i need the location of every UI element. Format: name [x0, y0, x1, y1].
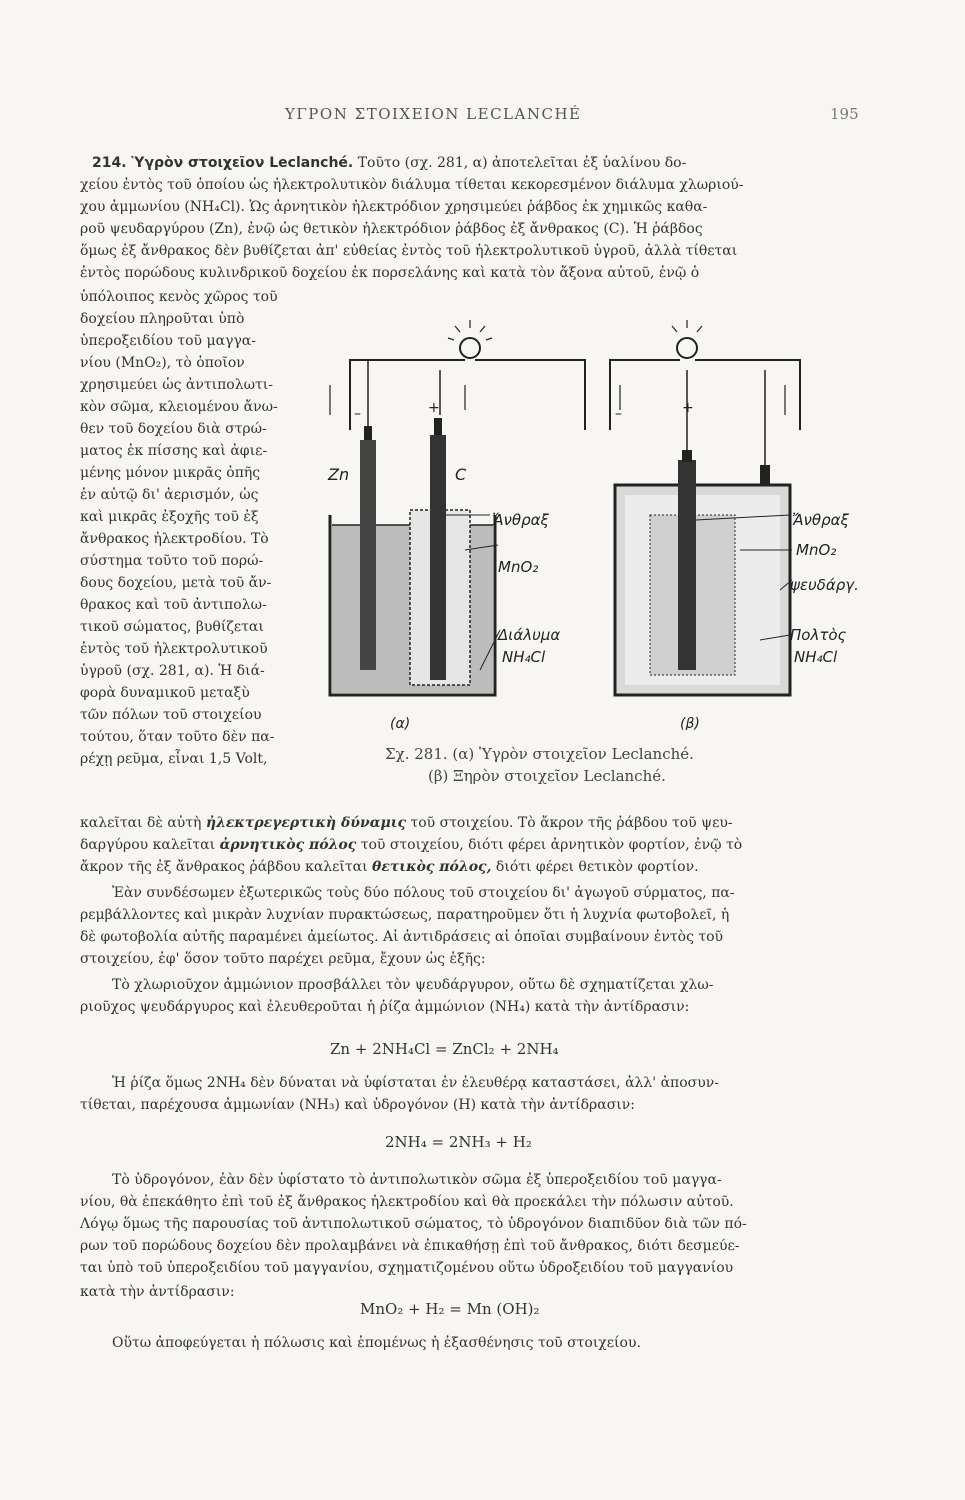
label-c: C [455, 465, 467, 484]
term-emf: ἠλεκτρεγερτικὴ δύναμις [205, 815, 407, 831]
body-line: Οὕτω ἀποφεύγεται ἡ πόλωσις καὶ ἑπομένως ἡ ἐξασθένησις τοῦ στοιχείου. [112, 1335, 641, 1351]
section-first-line [92, 155, 686, 171]
figure-caption-2: (β) Ξηρὸν στοιχεῖον Leclanché. [428, 767, 666, 785]
figure-281 [320, 300, 890, 730]
body-line: τῶν πόλων τοῦ στοιχείου [80, 707, 262, 723]
label-nh4cl-b: NH₄Cl [794, 648, 838, 666]
body-line: δὲ φωτοβολία αὐτῆς παραμένει ἀμείωτος. Αἱ ἀντιδράσεις αἱ ὁποῖαι συμβαίνουν ἐντὸς τοῦ [80, 929, 724, 945]
label-anthrax-b: Ἄνθραξ [792, 511, 849, 529]
body-line: σύστημα τοῦτο τοῦ πορώ- [80, 553, 264, 569]
section-heading: 214. Ὑγρὸν στοιχεῖον Leclanché. [92, 155, 354, 171]
body-line: ροῦ ψευδαργύρου (Zn), ἐνῷ ὡς θετικὸν ἠλεκτρόδιον ῥάβδος ἐξ ἄνθρακος (C). Ἡ ῥάβδος [80, 221, 703, 237]
body-line: χου ἀμμωνίου (NH₄Cl). Ὡς ἀρνητικὸν ἠλεκτρόδιον χρησιμεύει ῥάβδος ἐκ χημικῶς καθα- [80, 199, 708, 215]
body-line: φορὰ δυναμικοῦ μεταξὺ [80, 685, 250, 701]
label-tag-a: (α) [390, 716, 411, 730]
body-line: κατὰ τὴν ἀντίδρασιν: [80, 1284, 235, 1300]
body-line: Τὸ χλωριοῦχον ἀμμώνιον προσβάλλει τὸν ψευδάργυρον, οὕτω δὲ σχηματίζεται χλω- [112, 977, 714, 993]
body-line: καλεῖται δὲ αὐτὴ ἠλεκτρεγερτικὴ δύναμις τοῦ στοιχείου. Τὸ ἄκρον τῆς ῥάβδου τοῦ ψευ- [80, 815, 733, 831]
term-negative-pole: ἀρνητικὸς πόλος [219, 837, 357, 853]
equation-2: 2NH₄ = 2NH₃ + H₂ [385, 1133, 532, 1151]
label-poltos: Πολτὸς [790, 626, 847, 644]
body-line: ὑπόλοιπος κενὸς χῶρος τοῦ [80, 289, 278, 305]
body-line: τούτου, ὅταν τοῦτο δὲν πα- [80, 729, 275, 745]
label-anthrax-a: Ἄνθραξ [492, 511, 549, 529]
page-number: 195 [830, 105, 859, 123]
running-title: ΥΓΡΟΝ ΣΤΟΙΧΕΙΟΝ LECLANCHÉ [285, 105, 582, 123]
body-line: Λόγῳ ὅμως τῆς παρουσίας τοῦ ἀντιπολωτικοῦ σώματος, τὸ ὑδρογόνον διαπιδῦον διὰ τῶν πό- [80, 1216, 747, 1232]
body-line: στοιχείου, ἐφ' ὅσον τοῦτο παρέχει ρεῦμα, ἔχουν ὡς ἑξῆς: [80, 951, 486, 967]
body-line: Ἐὰν συνδέσωμεν ἐξωτερικῶς τοὺς δύο πόλους τοῦ στοιχείου δι' ἀγωγοῦ σύρματος, πα- [112, 885, 735, 901]
body-line: Τοῦτο (σχ. 281, α) ἀποτελεῖται ἐξ ὑαλίνου δο- [357, 155, 687, 171]
equation-3: MnO₂ + H₂ = Mn (OH)₂ [360, 1300, 540, 1318]
body-line: ρων τοῦ πορώδους δοχείου δὲν προλαμβάνει νὰ ἐπικαθήσῃ ἐπὶ τοῦ ἄνθρακος, διότι δεσμεύε- [80, 1238, 740, 1254]
body-line: ὑγροῦ (σχ. 281, α). Ἡ διά- [80, 663, 265, 679]
body-line: ἐντὸς πορώδους κυλινδρικοῦ δοχείου ἐκ πορσελάνης καὶ κατὰ τὸν ἄξονα αὐτοῦ, ἐνῷ ὁ [80, 265, 700, 281]
label-mno2-a: MnO₂ [498, 558, 539, 576]
body-line: τικοῦ σώματος, βυθίζεται [80, 619, 264, 635]
body-line: κὸν σῶμα, κλειομένου ἄνω- [80, 399, 278, 415]
label-dialyma: Διάλυμα [498, 626, 561, 644]
body-line: ὅμως ἐξ ἄνθρακος δὲν βυθίζεται ἀπ' εὐθείας ἐντὸς τοῦ ἠλεκτρολυτικοῦ ὑγροῦ, ἀλλὰ τίθεται [80, 243, 738, 259]
body-line: χείου ἐντὸς τοῦ ὁποίου ὡς ἠλεκτρολυτικὸν διάλυμα τίθεται κεκορεσμένον διάλυμα χλωριού- [80, 177, 744, 193]
term-positive-pole: θετικὸς πόλος, [372, 859, 492, 875]
label-zn: Zn [328, 465, 350, 484]
body-line: νίου, θὰ ἐπεκάθητο ἐπὶ τοῦ ἐξ ἄνθρακος ἠλεκτροδίου καὶ θὰ προεκάλει τὴν πόλωσιν αὐτοῦ. [80, 1194, 734, 1210]
body-line: ἄνθρακος ἠλεκτροδίου. Τὸ [80, 531, 269, 547]
label-minus-b: – [615, 406, 622, 422]
body-line: ρεμβάλλοντες καὶ μικρὰν λυχνίαν πυρακτώσεως, παρατηροῦμεν ὅτι ἡ λυχνία φωτοβολεῖ, ἡ [80, 907, 730, 923]
equation-1: Zn + 2NH₄Cl = ZnCl₂ + 2NH₄ [330, 1040, 559, 1058]
label-tag-b: (β) [680, 716, 700, 730]
body-line: ἄκρον τῆς ἐξ ἄνθρακος ῥάβδου καλεῖται θετικὸς πόλος, διότι φέρει θετικὸν φορτίον. [80, 859, 699, 875]
body-line: τίθεται, παρέχουσα ἀμμωνίαν (NH₃) καὶ ὑδρογόνον (H) κατὰ τὴν ἀντίδρασιν: [80, 1097, 636, 1113]
label-plus-a: + [428, 400, 440, 416]
body-line: δοχείου πληροῦται ὑπὸ [80, 311, 245, 327]
body-line: μένης μόνον μικρᾶς ὀπῆς [80, 465, 261, 481]
label-pseudarg: ψευδάργ. [790, 576, 859, 594]
body-line: ριοῦχος ψευδάργυρος καὶ ἐλευθεροῦται ἡ ῥίζα ἀμμώνιον (NH₄) κατὰ τὴν ἀντίδρασιν: [80, 999, 690, 1015]
label-plus-b: + [682, 400, 694, 416]
figure-caption-1: Σχ. 281. (α) Ὑγρὸν στοιχεῖον Leclanché. [385, 745, 694, 763]
body-line: Τὸ ὑδρογόνον, ἐὰν δὲν ὑφίστατο τὸ ἀντιπολωτικὸν σῶμα ἐξ ὑπεροξειδίου τοῦ μαγγα- [112, 1172, 722, 1188]
body-line: ματος ἐκ πίσσης καὶ ἀφιε- [80, 443, 268, 459]
label-nh4cl-a: NH₄Cl [502, 648, 546, 666]
body-line: δους δοχείου, μετὰ τοῦ ἄν- [80, 575, 272, 591]
body-line: Ἡ ῥίζα ὅμως 2NH₄ δὲν δύναται νὰ ὑφίσταται ἐν ἐλευθέρᾳ καταστάσει, ἀλλ' ἀποσυν- [112, 1075, 719, 1091]
body-line: καὶ μικρᾶς ἐξοχῆς τοῦ ἐξ [80, 509, 259, 525]
body-line: δαργύρου καλεῖται ἀρνητικὸς πόλος τοῦ στοιχείου, διότι φέρει ἀρνητικὸν φορτίον, ἐνῷ τὸ [80, 837, 743, 853]
body-line: ἐν αὐτῷ δι' ἀερισμόν, ὡς [80, 487, 259, 503]
body-line: νίου (MnO₂), τὸ ὁποῖον [80, 355, 245, 371]
label-mno2-b: MnO₂ [796, 541, 837, 559]
body-line: ται ὑπὸ τοῦ ὑπεροξειδίου τοῦ μαγγανίου, σχηματιζομένου οὕτω ὑδροξειδίου τοῦ μαγγανίου [80, 1260, 734, 1276]
body-line: χρησιμεύει ὡς ἀντιπολωτι- [80, 377, 273, 393]
body-line: ὑπεροξειδίου τοῦ μαγγα- [80, 333, 256, 349]
body-line: θεν τοῦ δοχείου διὰ στρώ- [80, 421, 267, 437]
label-minus-a: – [354, 406, 361, 422]
body-line: ἐντὸς τοῦ ἠλεκτρολυτικοῦ [80, 641, 268, 657]
body-line: ρέχῃ ρεῦμα, εἶναι 1,5 Volt, [80, 751, 268, 767]
dry-cell-diagram [610, 320, 800, 695]
body-line: θρακος καὶ τοῦ ἀντιπολω- [80, 597, 267, 613]
